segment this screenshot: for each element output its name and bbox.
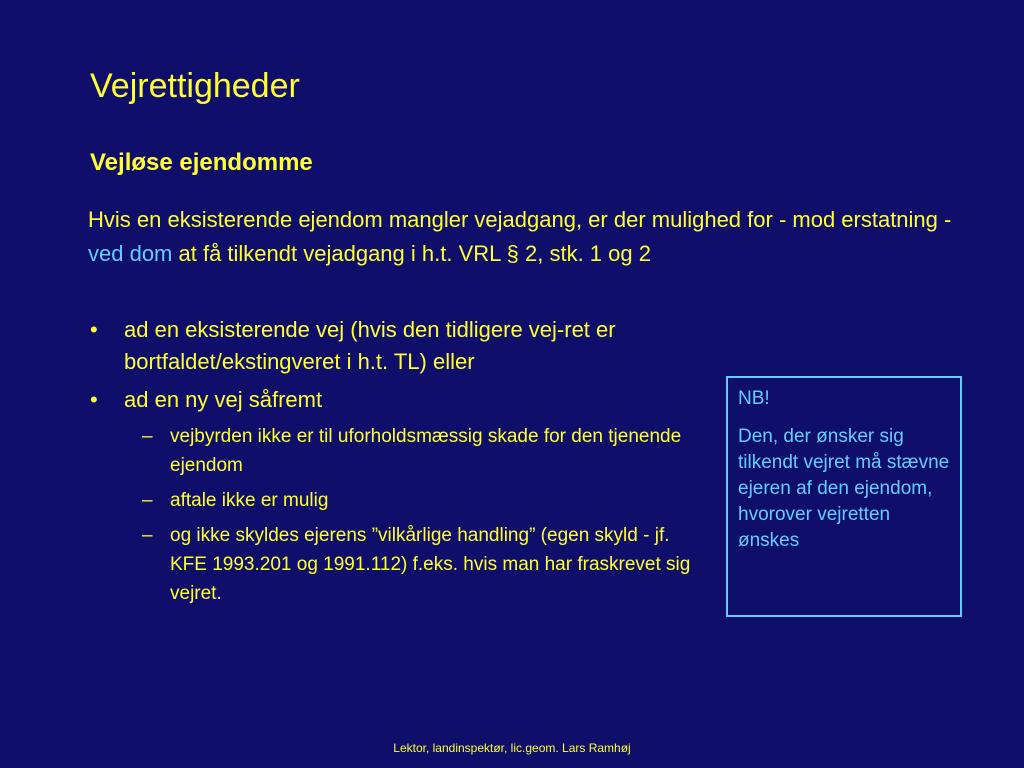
list-item [88, 384, 728, 416]
sub-list-item [88, 422, 710, 480]
dash-marker: – [142, 490, 153, 511]
slide-title: Vejrettigheder [90, 67, 300, 105]
sub-list-item [88, 486, 710, 515]
sub-bullet-text: aftale ikke er mulig [170, 490, 329, 511]
note-body: Den, der ønsker sig tilkendt vejret må stævne ejeren af den ejendom, hvorover vejretten ønskes [738, 426, 950, 551]
note-box [726, 376, 962, 617]
bullet-text: ad en ny vej såfremt [124, 387, 323, 412]
list-item [88, 314, 728, 378]
intro-highlight: ved dom [88, 241, 173, 266]
dash-marker: – [142, 525, 153, 546]
intro-paragraph [88, 203, 988, 271]
sub-bullet-text: og ikke skyldes ejerens ”vilkårlige handling” (egen skyld - jf. KFE 1993.201 og 1991.112) f.eks. hvis man har fraskrevet sig vejret. [170, 525, 691, 604]
slide-subtitle: Vejløse ejendomme [90, 149, 313, 176]
sub-list-item [88, 521, 710, 608]
bullet-list [88, 314, 728, 614]
intro-text-part2: at få tilkendt vejadgang i h.t. VRL § 2, stk. 1 og 2 [172, 241, 651, 266]
bullet-text: ad en eksisterende vej (hvis den tidligere vej-ret er bortfaldet/ekstingveret i h.t. TL) eller [124, 317, 616, 374]
bullet-marker: • [90, 317, 98, 342]
slide-footer: Lektor, landinspektør, lic.geom. Lars Ramhøj [393, 741, 631, 755]
dash-marker: – [142, 426, 153, 447]
intro-text-part1: Hvis en eksisterende ejendom mangler vejadgang, er der mulighed for - mod erstatning - [88, 207, 952, 232]
sub-bullet-text: vejbyrden ikke er til uforholdsmæssig skade for den tjenende ejendom [170, 426, 682, 476]
note-heading: NB! [738, 388, 770, 409]
bullet-marker: • [90, 387, 98, 412]
